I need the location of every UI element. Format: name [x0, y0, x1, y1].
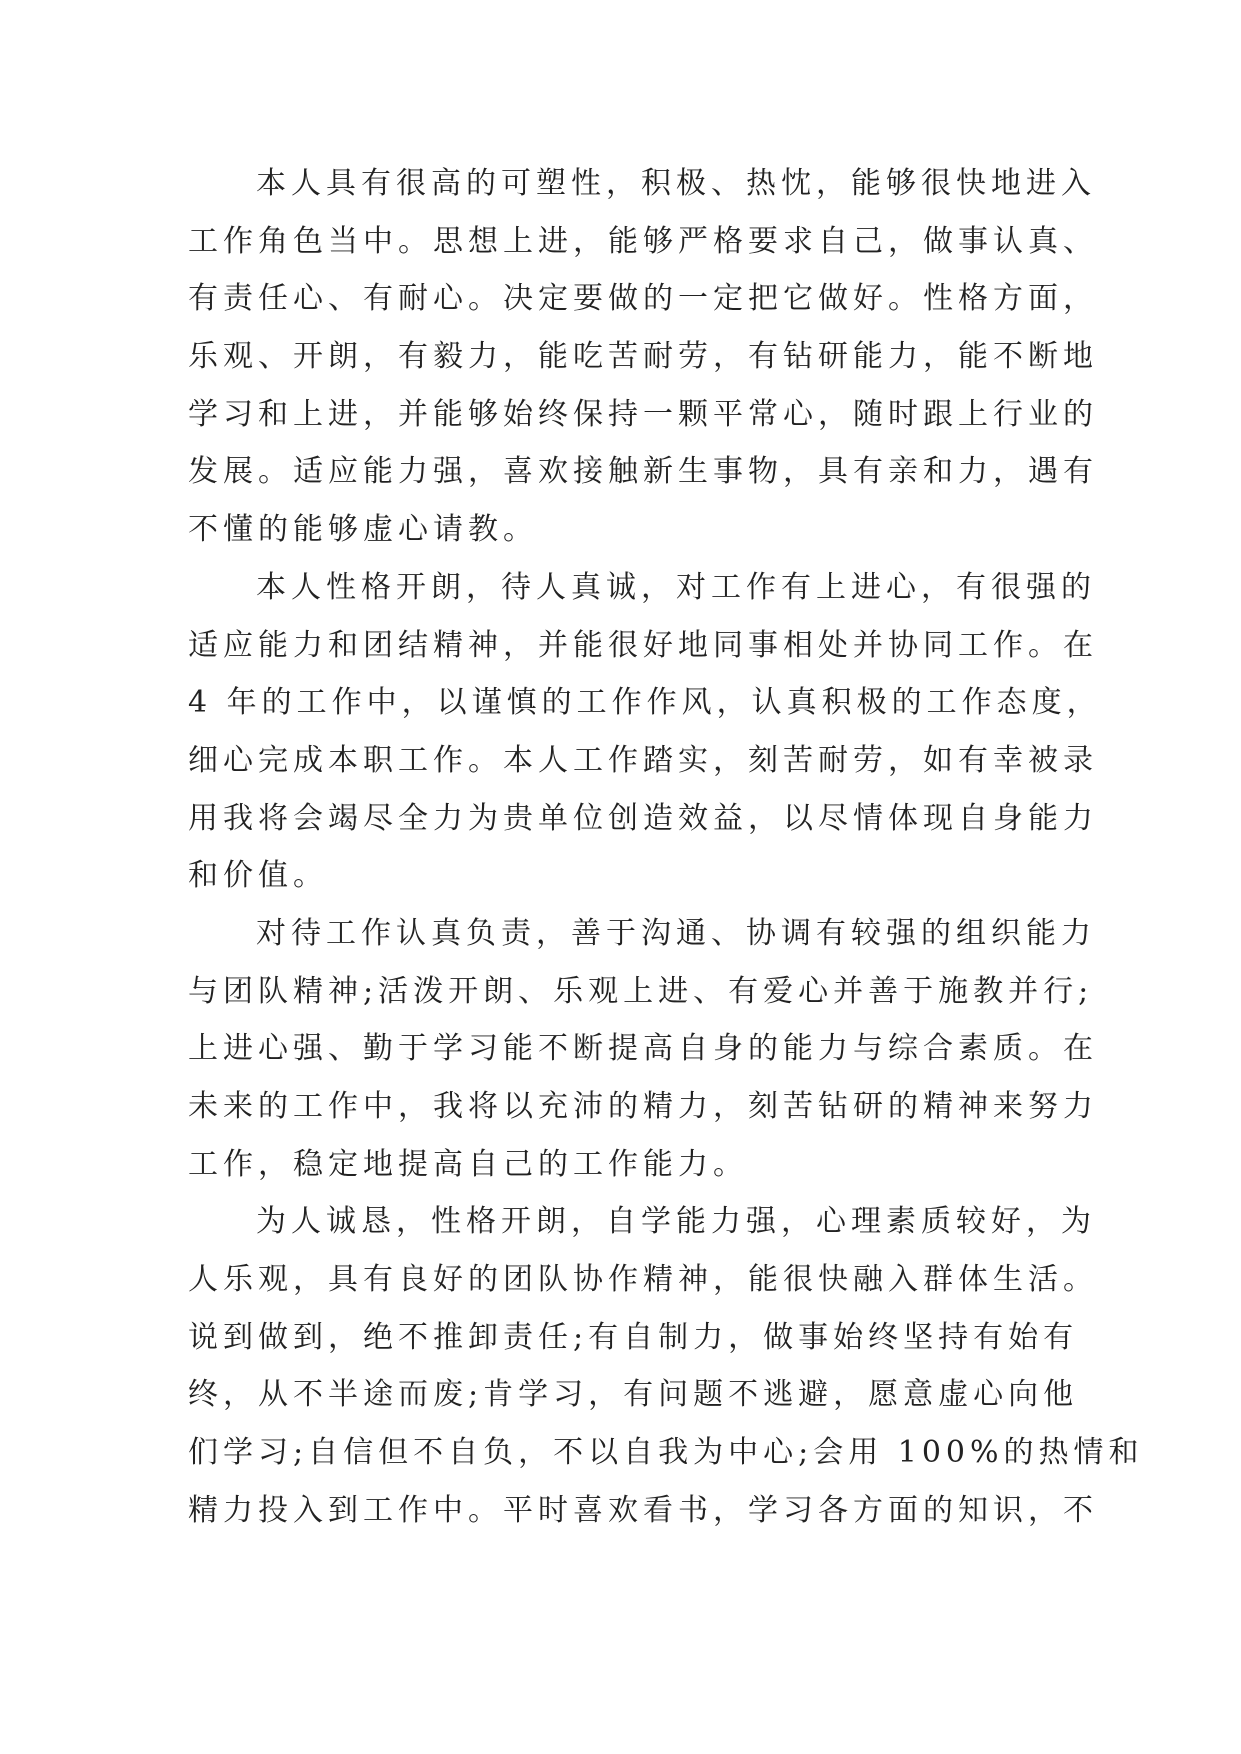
text-line: 们学习;自信但不自负，不以自我为中心;会用 100%的热情和 — [188, 1435, 1144, 1471]
text-line: 学习和上进，并能够始终保持一颗平常心，随时跟上行业的 — [188, 396, 1098, 432]
text-line: 说到做到，绝不推卸责任;有自制力，做事始终坚持有始有 — [188, 1319, 1079, 1355]
text-line: 用我将会竭尽全力为贵单位创造效益，以尽情体现自身能力 — [188, 800, 1098, 836]
text-line: 对待工作认真负责，善于沟通、协调有较强的组织能力 — [256, 915, 1096, 951]
text-line: 人乐观，具有良好的团队协作精神，能很快融入群体生活。 — [188, 1262, 1098, 1298]
text-line: 与团队精神;活泼开朗、乐观上进、有爱心并善于施教并行; — [188, 973, 1094, 1009]
text-line: 细心完成本职工作。本人工作踏实，刻苦耐劳，如有幸被录 — [188, 742, 1098, 778]
text-line: 终，从不半途而废;肯学习，有问题不逃避，愿意虚心向他 — [188, 1377, 1079, 1413]
text-line: 适应能力和团结精神，并能很好地同事相处并协同工作。在 — [188, 627, 1098, 663]
text-line: 上进心强、勤于学习能不断提高自身的能力与综合素质。在 — [188, 1031, 1098, 1067]
text-line: 本人性格开朗，待人真诚，对工作有上进心，有很强的 — [256, 569, 1096, 605]
paragraph-2 — [188, 559, 1102, 905]
text-line: 发展。适应能力强，喜欢接触新生事物，具有亲和力，遇有 — [188, 454, 1098, 490]
text-line: 和价值。 — [188, 858, 328, 894]
text-line: 工作角色当中。思想上进，能够严格要求自己，做事认真、 — [188, 223, 1098, 259]
text-line: 乐观、开朗，有毅力，能吃苦耐劳，有钻研能力，能不断地 — [188, 339, 1098, 375]
paragraph-4 — [188, 1193, 1144, 1539]
text-line: 不懂的能够虚心请教。 — [188, 512, 538, 548]
text-line: 未来的工作中，我将以充沛的精力，刻苦钻研的精神来努力 — [188, 1089, 1098, 1124]
text-line: 4 年的工作中，以谨慎的工作作风，认真积极的工作态度， — [188, 685, 1102, 721]
text-line: 工作，稳定地提高自己的工作能力。 — [188, 1146, 748, 1182]
paragraph-1 — [188, 155, 1098, 559]
text-line: 有责任心、有耐心。决定要做的一定把它做好。性格方面， — [188, 281, 1098, 317]
text-line: 精力投入到工作中。平时喜欢看书，学习各方面的知识，不 — [188, 1492, 1098, 1528]
text-line: 为人诚恳，性格开朗，自学能力强，心理素质较好，为 — [256, 1204, 1096, 1240]
text-line: 本人具有很高的可塑性，积极、热忱，能够很快地进入 — [256, 166, 1096, 201]
body-text — [188, 155, 1144, 1540]
paragraph-3 — [188, 905, 1098, 1193]
